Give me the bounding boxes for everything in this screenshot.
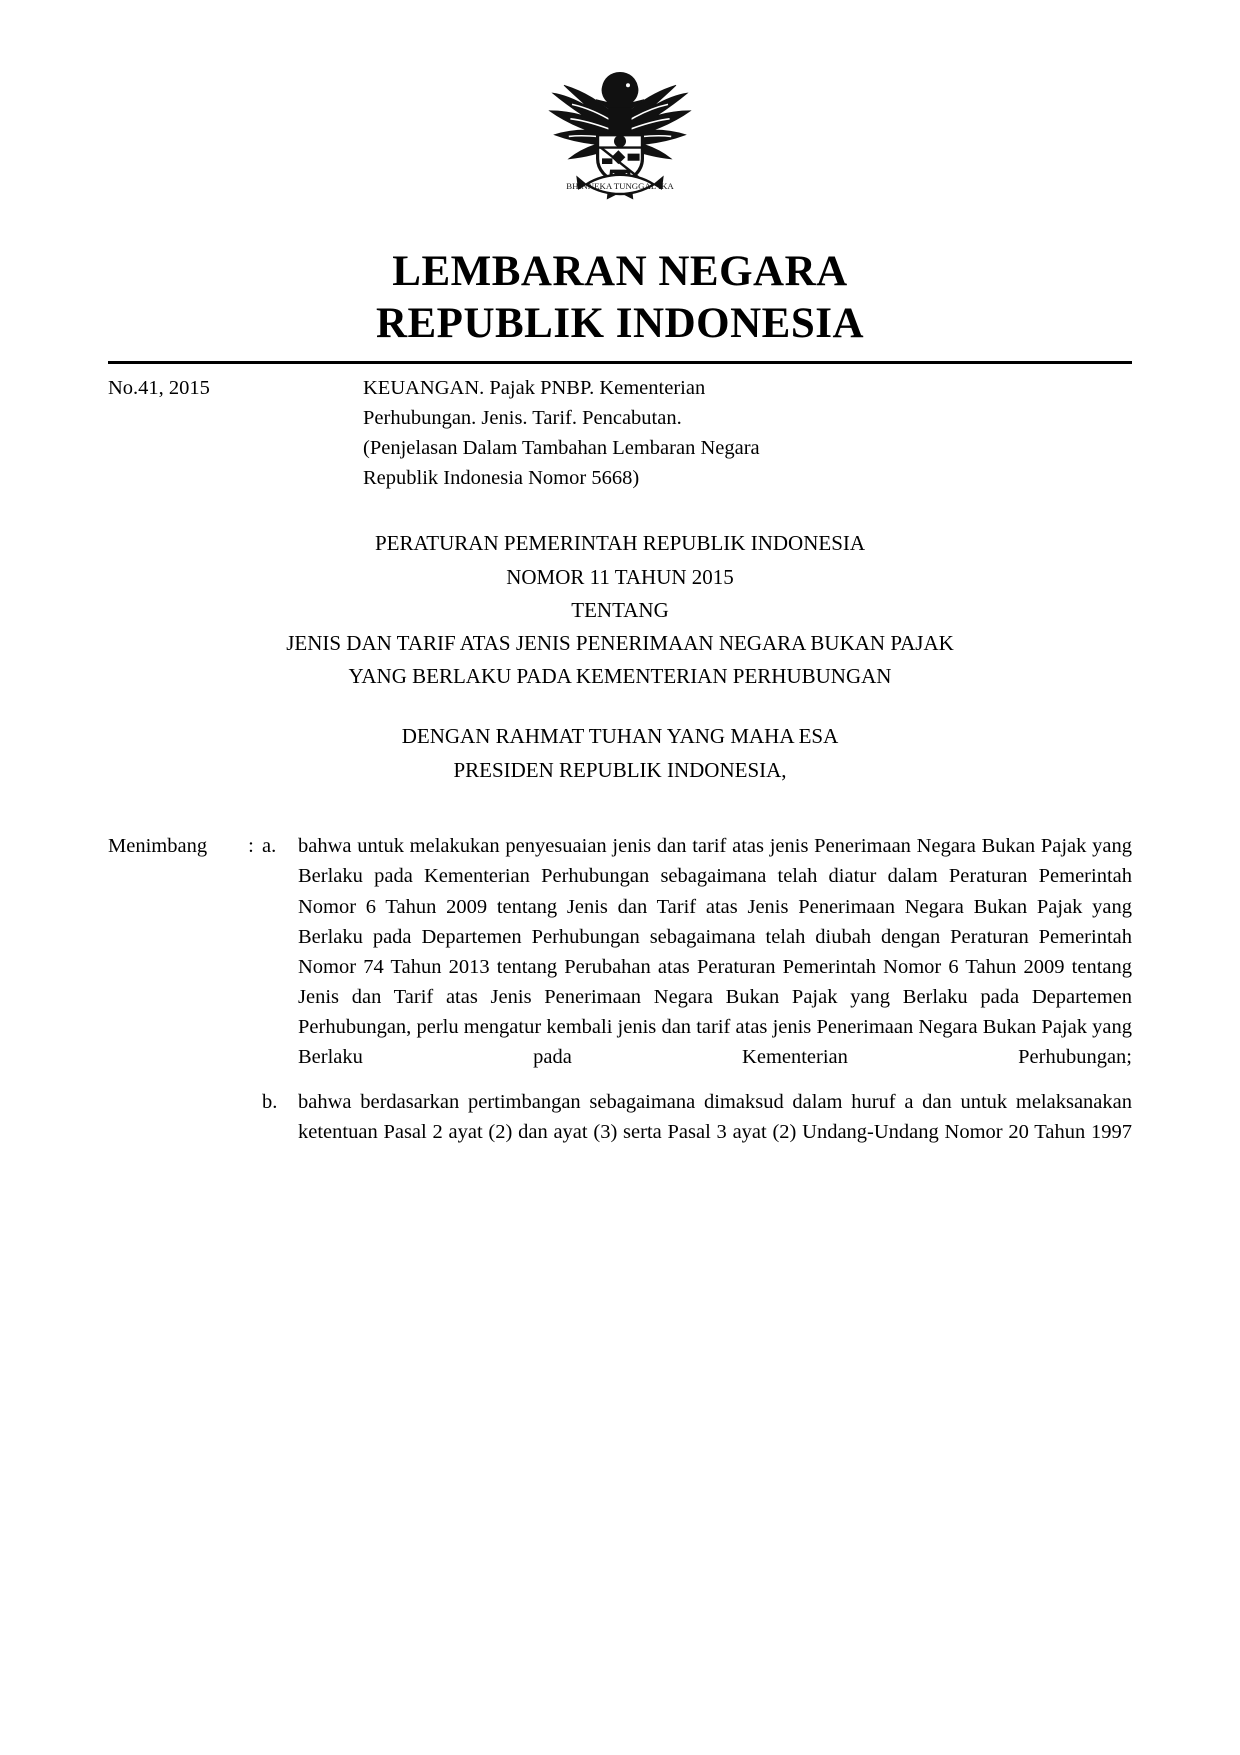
considerans-label: Menimbang [108, 835, 208, 858]
keywords-line-3: (Penjelasan Dalam Tambahan Lembaran Negara [363, 437, 760, 460]
considerans-block [108, 831, 1132, 1147]
masthead-line-1: LEMBARAN NEGARA [392, 248, 848, 295]
masthead [108, 246, 1132, 351]
meta-block [108, 373, 1132, 494]
considerans-colon: : [248, 835, 254, 858]
keywords-line-2: Perhubungan. Jenis. Tarif. Pencabutan. [363, 407, 682, 430]
svg-text:BHINNEKA TUNGGAL IKA: BHINNEKA TUNGGAL IKA [566, 181, 674, 192]
considerans-letter-a: a. [262, 835, 277, 858]
emblem-container [108, 0, 1132, 218]
title-line-2: NOMOR 11 TAHUN 2015 [506, 564, 734, 589]
title-line-5: YANG BERLAKU PADA KEMENTERIAN PERHUBUNGAN [348, 664, 892, 689]
masthead-divider [108, 361, 1132, 364]
enactment-block [108, 719, 1132, 787]
regulation-title [108, 527, 1132, 693]
title-line-4: JENIS DAN TARIF ATAS JENIS PENERIMAAN NEGARA BUKAN PAJAK [286, 630, 954, 655]
keywords-line-4: Republik Indonesia Nomor 5668) [363, 467, 640, 490]
subject-keywords [363, 373, 1132, 494]
enactment-line-1: DENGAN RAHMAT TUHAN YANG MAHA ESA [401, 724, 839, 749]
considerans-text-b: bahwa berdasarkan pertimbangan sebagaimana dimaksud dalam huruf a dan untuk melaksanakan ketentuan Pasal 2 ayat (2) dan ayat (3) serta Pasal 3 ayat (2) Undang-Undang Nomor 20 Tahun 1997 [298, 1091, 1132, 1144]
title-line-1: PERATURAN PEMERINTAH REPUBLIK INDONESIA [374, 531, 866, 556]
title-line-3: TENTANG [571, 597, 669, 622]
garuda-pancasila-emblem [540, 58, 700, 218]
considerans-text-a: bahwa untuk melakukan penyesuaian jenis dan tarif atas jenis Penerimaan Negara Bukan Pajak yang Berlaku pada Kementerian Perhubungan sebagaimana telah diatur dalam Peraturan Pemerintah Nomor 6 Tahun 2009 tentang Jenis dan Tarif atas Jenis Penerimaan Negara Bukan Pajak yang Berlaku pada Departemen Perhubungan sebagaimana telah diubah dengan Peraturan Pemerintah Nomor 74 Tahun 2013 tentang Perubahan atas Peraturan Pemerintah Nomor 6 Tahun 2009 tentang Jenis dan Tarif atas Jenis Penerimaan Negara Bukan Pajak yang Berlaku pada Departemen Perhubungan, perlu mengatur kembali jenis dan tarif atas jenis Penerimaan Negara Bukan Pajak yang Berlaku pada Kementerian Perhubungan; [298, 835, 1132, 1069]
enactment-line-2: PRESIDEN REPUBLIK INDONESIA, [453, 758, 787, 783]
keywords-line-1: KEUANGAN. Pajak PNBP. Kementerian [363, 376, 706, 399]
considerans-letter-b: b. [262, 1091, 278, 1114]
considerans-item-a [108, 831, 1132, 1072]
considerans-item-b [108, 1087, 1132, 1147]
masthead-line-2: REPUBLIK INDONESIA [375, 300, 865, 348]
gazette-number: No.41, 2015 [108, 376, 210, 399]
